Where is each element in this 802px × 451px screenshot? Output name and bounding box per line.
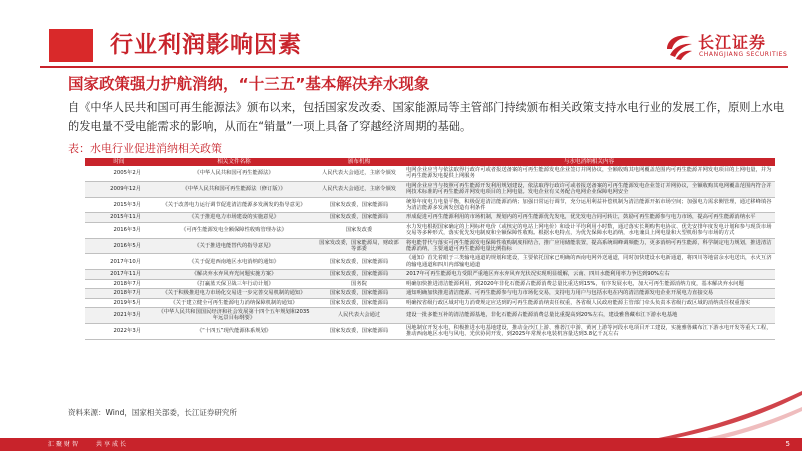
cell-date: 2016年3月: [85, 222, 153, 238]
cell-content: 建设一批多能互补的清洁能源基地，非化石能源占能源消费总量比重提高到20%左右，建设雅鲁藏布江下游水电基地: [403, 307, 775, 323]
logo-text-en: CHANGJIANG SECURITIES: [699, 51, 788, 58]
cell-document: 《关于建立健全可再生能源电力消纳保障机制的通知》: [153, 298, 315, 307]
cell-date: 2018年7月: [85, 279, 153, 288]
table-row: [85, 213, 775, 222]
cell-document: 《解决弃水弃风弃光问题实施方案》: [153, 270, 315, 279]
footer-slogan: 汇聚财智 共享成长: [48, 441, 129, 448]
header-issuer: 颁布机构: [315, 158, 403, 166]
cell-issuer: 国家发改委，国家能源局: [315, 289, 403, 298]
cell-date: 2015年3月: [85, 197, 153, 213]
table-row: [85, 298, 775, 307]
table-row: [85, 323, 775, 339]
cell-issuer: 人民代表大会通过: [315, 307, 403, 323]
table-row: [85, 289, 775, 298]
cell-document: 《关于推进电力市场建设的实施意见》: [153, 213, 315, 222]
source-note: 资料来源：Wind，国家相关部委，长江证券研究所: [68, 408, 237, 417]
table-row: [85, 270, 775, 279]
table-body: [85, 166, 775, 339]
table-row: [85, 197, 775, 213]
cell-content: 电网企业应当与依法取得行政许可或者报送备案的可再生能源发电企业签订并网协议，全额收购其电网覆盖范围内可再生能源并网发电项目的上网电量，并为可再生能源发电提供上网服务: [403, 166, 775, 181]
cell-date: 2019年5月: [85, 298, 153, 307]
table-row: [85, 166, 775, 181]
header-content: 与水电消纳相关内容: [403, 158, 775, 166]
cell-content: 因地制宜开发水电，积极推进水电基地建设，推动金沙江上游、雅砻江中游、黄河上游等河段水电项目开工建设，实施雅鲁藏布江下游水电开发等重大工程，推动西南地区水电与风电、光伏协同开发，到2025年常规水电装机容量达到3.8亿千瓦左右: [403, 323, 775, 339]
cell-issuer: 国家发改委，国家能源局: [315, 298, 403, 307]
cell-issuer: 国务院: [315, 279, 403, 288]
cell-date: 2017年10月: [85, 254, 153, 270]
cell-content: 通知明确加快推进清洁能源、可再生能源参与电力市场化交易，支持电力用户与包括水电在内的清洁能源发电企业开展电力直接交易: [403, 289, 775, 298]
cell-content: 2017年可再生能源电力受限严重地区弃水弃风弃光状况实现明显缓解，云南、四川水能利用率力争达到90%左右: [403, 270, 775, 279]
cell-document: 《“十四五”现代能源体系规划》: [153, 323, 315, 339]
changjiang-logo-icon: [664, 31, 694, 61]
title-accent-block: [49, 29, 93, 62]
cell-issuer: 国家发改委: [315, 222, 403, 238]
cell-document: 《中华人民共和国可再生能源法》: [153, 166, 315, 181]
table-row: [85, 238, 775, 254]
page-number: 5: [785, 440, 790, 448]
cell-issuer: 国家发改委，国家能源局: [315, 213, 403, 222]
intro-paragraph: 自《中华人民共和国可再生能源法》颁布以来，包括国家发改委、国家能源局等主管部门持续颁布相关政策支持水电行业的发展工作，原则上水电的发电量不受电能需求的影响，从而在“销量”一项上具备了穿越经济周期的基础。: [68, 101, 785, 133]
cell-date: 2022年3月: [85, 323, 153, 339]
cell-issuer: 国家发改委，国家能源局: [315, 254, 403, 270]
cell-document: 《关于改善电力运行调节促进清洁能源多发满发的指导意见》: [153, 197, 315, 213]
cell-content: 水力发电根据国家确定的上网标杆电价（或核定的电站上网电价）和设计平均利用小时数，通过落实长期购售电协议、优先安排年度发电计划和参与现货市场交易等多种形式，落实优先发电制度和全额保障性收购。根据水电特点，为优先保障水电消纳，水电兼具上网电量和大型机组参与市场的方式: [403, 222, 775, 238]
cell-document: 《中华人民共和国国民经济和社会发展第十四个五年规划和2035年远景目标纲要》: [153, 307, 315, 323]
cell-issuer: 国家发改委，国家能源局，财政部等部委: [315, 238, 403, 254]
cell-issuer: 国家发改委，国家能源局: [315, 270, 403, 279]
cell-date: 2015年11月: [85, 213, 153, 222]
table-row: [85, 181, 775, 197]
cell-issuer: 国家发改委，国家能源局: [315, 197, 403, 213]
cell-issuer: 人民代表大会通过，主席令颁发: [315, 181, 403, 197]
cell-content: 明确加快推进清洁能源利用，到2020年非化石能源占能源消费总量比重达到15%，有序发展水电，加大可再生能源消纳力度，基本解决弃水问题: [403, 279, 775, 288]
logo-text-cn: 长江证券: [698, 33, 767, 52]
cell-content: 将电能替代与落实可再生能源发电保障性收购制度相结合，推广应用储能装置，提高系统调峰调频能力，更多消纳可再生能源，科学制定电力规划，推进清洁能源消纳，主要通道可再生能源电量比例指标: [403, 238, 775, 254]
cell-document: 《关于促进西南地区水电消纳的通知》: [153, 254, 315, 270]
section-subtitle: 国家政策强力护航消纳，“十三五”基本解决弃水现象: [68, 75, 430, 93]
cell-content: 电网企业应当与按照可再生能源开发利用规划建设，依法取得行政许可或者报送备案的可再生能源发电企业签订并网协议，全额收购其电网覆盖范围内符合并网技术标准的可再生能源并网发电项目的上网电量。发电企业有义务配合电网企业保障电网安全: [403, 181, 775, 197]
table-row: [85, 222, 775, 238]
cell-issuer: 国家发改委，国家能源局: [315, 323, 403, 339]
cell-document: 《关于积极推进电力市场化交易进一步完善交易机制的通知》: [153, 289, 315, 298]
cell-date: 2009年12月: [85, 181, 153, 197]
header-document: 相关文件名称: [153, 158, 315, 166]
table-row: [85, 254, 775, 270]
header-date: 时间: [85, 158, 153, 166]
cell-content: 《通知》首先着眼于三类输电通道的规划和建设，主要依托国家已明确的西南电网外送通道，同时加快建设水电新通道，将四川等地富余水电送出，水火互济的输电通道和四川内部输电通道: [403, 254, 775, 270]
cell-document: 《可再生能源发电全额保障性收购管理办法》: [153, 222, 315, 238]
cell-issuer: 人民代表大会通过，主席令颁发: [315, 166, 403, 181]
page-title: 行业利润影响因素: [110, 32, 302, 58]
company-logo: [664, 28, 788, 68]
table-row: [85, 279, 775, 288]
cell-document: 《中华人民共和国可再生能源法（修订版）》: [153, 181, 315, 197]
title-divider: [40, 66, 788, 68]
cell-content: 明确按省级行政区域对电力消费规定应达到的可再生能源消纳责任权重，各省级人民政府能源主管部门牵头负责本省级行政区域的消纳责任权重落实: [403, 298, 775, 307]
cell-date: 2018年7月: [85, 289, 153, 298]
cell-document: 《打赢蓝天保卫战三年行动计划》: [153, 279, 315, 288]
cell-date: 2016年5月: [85, 238, 153, 254]
cell-date: 2021年3月: [85, 307, 153, 323]
cell-date: 2017年11月: [85, 270, 153, 279]
table-row: [85, 307, 775, 323]
table-header-row: [85, 158, 775, 166]
cell-content: 统筹年度电力电量平衡，积极促进清洁能源消纳；加强日常运行调节，充分运用利益补偿机制为清洁能源开拓市场空间；加强电力需求侧管理，通过移峰填谷为清洁能源多发满发创造有利条件: [403, 197, 775, 213]
cell-document: 《关于推进电能替代的指导意见》: [153, 238, 315, 254]
cell-date: 2005年2月: [85, 166, 153, 181]
policy-table: [85, 158, 775, 340]
cell-content: 形成促进可再生能源利用的市场机制，规划内的可再生能源优先发电，优先发电合同可转让，鼓励可再生能源参与电力市场，提高可再生能源消纳水平: [403, 213, 775, 222]
table-caption: 表：水电行业促进消纳相关政策: [68, 142, 222, 155]
